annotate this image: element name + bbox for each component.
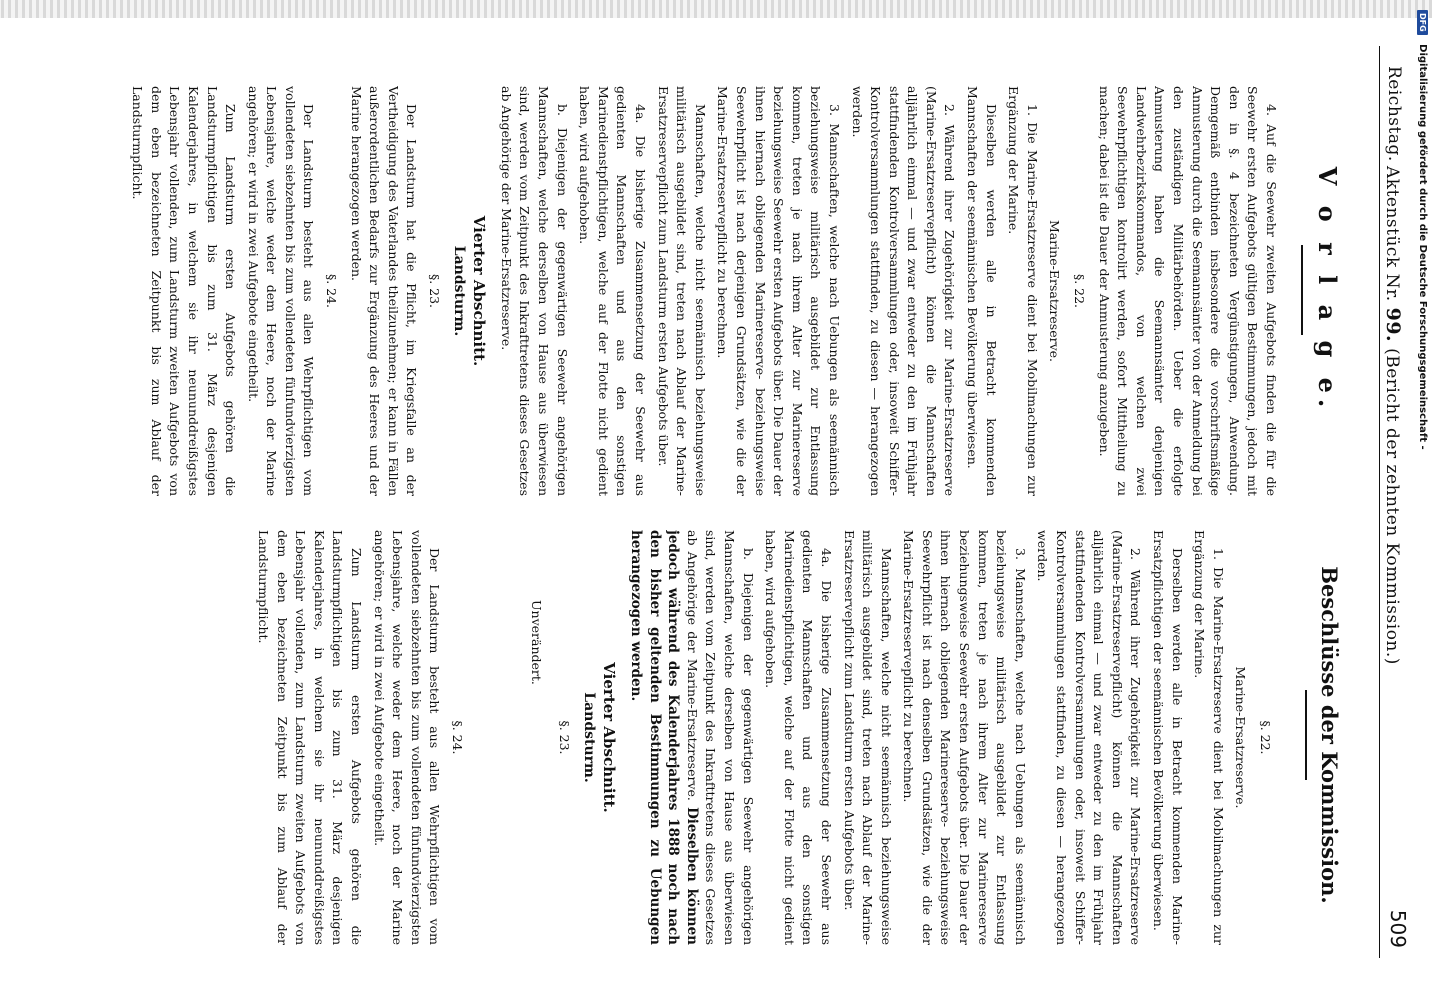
- right-s22-p4b: [626, 530, 756, 945]
- right-column: [30, 530, 1280, 945]
- left-s22-p3: 3. Mannschaften, welche nach Uebungen als seemännisch beziehungsweise militärisch ausgebildet zur Entlassung kommen, treten je nach ihrem Alter zur Marinereserve beziehungsweise Seewehr ersten Aufgebots über. Die Dauer der ihnen hiernach obliegenden Marinereserve- beziehungsweise Seewehrpflicht ist nach derjenigen Grundsätzen, wie die der Marine-Ersatzreservepflicht zu berechnen.: [715, 86, 842, 496]
- page-number: 509: [1386, 909, 1410, 948]
- right-s22-p3: 3. Mannschaften, welche nach Uebungen als seemännisch beziehungsweise militärisch ausgebildet zur Entlassung kommen, treten je nach ihrem Alter zur Marinereserve beziehungsweise Seewehr ersten Aufgebots über. Die Dauer der ihnen hiernach obliegenden Marinereserve- beziehungsweise Seewehrpflicht ist nach denselben Grundsätzen, wie die der Marine-Ersatzreservepflicht zu berechnen.: [901, 530, 1028, 945]
- left-s22: §. 22.: [1072, 273, 1088, 309]
- running-head-prefix: Aktenstück Nr.: [1382, 166, 1402, 302]
- right-s22-p1b: Derselben werden alle in Betracht kommenden Marine-Ersatzpflichtigen der seemännischen Bevölkerung überwiesen.: [1151, 530, 1185, 945]
- right-s22-p3b: Mannschaften, welche nicht seemännisch beziehungsweise militärisch ausgebildet sind, treten nach Ablauf der Marine-Ersatzreservepflicht zum Landsturm ersten Aufgebots über.: [841, 530, 894, 945]
- running-head-rule: [1379, 46, 1380, 958]
- right-s22-p4b-plain: b. Diejenigen der gegenwärtigen Seewehr angehörigen Mannschaften, welche derselben von Hause aus überwiesen sind, werden vom Zeitpunkt des Inkrafttretens dieses Gesetzes ab Angehörige der Marine-Ersatzreserve.: [684, 530, 756, 945]
- vorlage-title: V o r l a g e.: [1313, 166, 1342, 414]
- left-s22-title: Marine-Ersatzreserve.: [1047, 219, 1063, 363]
- heading-rule: [1301, 245, 1303, 335]
- left-column: [30, 86, 1280, 496]
- running-head-center: [1382, 166, 1404, 665]
- right-column-heading: [1305, 520, 1342, 950]
- left-s22-p1: 1. Die Marine-Ersatzreserve dient bei Mobilmachungen zur Ergänzung der Marine.: [1006, 86, 1040, 496]
- scan-edge: [0, 0, 1432, 18]
- right-s22: §. 22.: [1258, 720, 1273, 755]
- left-s22-p4b: b. Diejenigen der gegenwärtigen Seewehr angehörigen Mannschaften, welche derselben von Hause aus überwiesen sind, werden vom Zeitpunkt des Inkrafttretens dieses Gesetzes ab Angehörige der Marine-Ersatzreserve.: [498, 86, 570, 496]
- left-s23: §. 23.: [427, 273, 443, 309]
- running-head-left: Reichstag.: [1384, 66, 1404, 162]
- dfg-logo: DFG: [1417, 10, 1428, 35]
- running-head-suffix: (Bericht der zehnten Kommission.): [1382, 348, 1402, 665]
- right-section-sub: Landsturm.: [580, 692, 597, 783]
- right-s24-p1: Der Landsturm besteht aus allen Wehrpflichtigen vom vollendeten siebzehnten bis zum vollendeten fünfundvierzigsten Lebensjahre, welche weder dem Heere, noch der Marine angehören; er wird in zwei Aufgebote eingetheilt.: [371, 530, 443, 945]
- right-s24: §. 24.: [450, 720, 466, 755]
- kommission-title: Beschlüsse der Kommission.: [1317, 566, 1342, 904]
- digitisation-note-strip: [1402, 0, 1432, 1000]
- digitisation-note-text: Digitalisierung gefördert durch die Deutsche Forschungsgemeinschaft -: [1417, 44, 1428, 450]
- digitisation-note: [1410, 10, 1428, 1000]
- left-s24-p1: Der Landsturm besteht aus allen Wehrpflichtigen vom vollendeten siebzehnten bis zum vollendeten fünfundvierzigsten Lebensjahre, welche weder dem Heere, noch der Marine angehören; er wird in zwei Aufgebote eingetheilt.: [245, 86, 317, 496]
- left-s22-p3b: Mannschaften, welche nicht seemännisch beziehungsweise militärisch ausgebildet sind, treten nach Ablauf der Marine-Ersatzreservepflicht zum Landsturm ersten Aufgebots über.: [655, 86, 708, 496]
- left-section-title: Vierter Abschnitt.: [470, 215, 489, 367]
- right-s24-p2: Zum Landsturm ersten Aufgebots gehören die Landsturmpflichtigen bis zum 31. März desjenigen Kalenderjahres, in welchem sie ihr neununddreißigstes Lebensjahr vollenden, zum Landsturm zweiten Aufgebots von dem eben bezeichneten Zeitpunkt bis zum Ablauf der Landsturmpflicht.: [256, 530, 365, 945]
- left-section-sub: Landsturm.: [450, 245, 467, 337]
- right-s22-p4a: 4a. Die bisherige Zusammensetzung der Seewehr aus gedienten Mannschaften und aus den sonstigen Marinedienstpflichtigen, welche auf der Flotte nicht gedient haben, wird aufgehoben.: [763, 530, 834, 945]
- right-s22-p1: 1. Die Marine-Ersatzreserve dient bei Mobilmachungen zur Ergänzung der Marine.: [1192, 530, 1226, 945]
- right-section-title: Vierter Abschnitt.: [600, 662, 619, 813]
- left-column-heading: [1301, 80, 1342, 500]
- right-s23: §. 23.: [557, 720, 573, 755]
- right-s23-unchanged: Unverändert.: [528, 600, 544, 685]
- left-s24-p2: Zum Landsturm ersten Aufgebots gehören die Landsturmpflichtigen bis zum 31. März desjenigen Kalenderjahres, in welchem sie ihr neununddreißigstes Lebensjahr vollenden, zum Landsturm zweiten Aufgebots von dem eben bezeichneten Zeitpunkt bis zum Ablauf der Landsturmpflicht.: [130, 86, 239, 496]
- right-s22-p2: 2. Während ihrer Zugehörigkeit zur Marine-Ersatzreserve (Marine-Ersatzreservepflicht) können die Mannschaften alljährlich einmal — und zwar entweder zu den im Frühjahr stattfindenden Kontrolversammlungen oder, insoweit Schiffer-Kontrolversammlungen stattfinden, zu diesen — herangezogen werden.: [1035, 530, 1144, 945]
- left-s22-p1b: Dieselben werden alle in Betracht kommenden Mannschaften der seemännischen Bevölkerung überwiesen.: [965, 86, 999, 496]
- left-s24: §. 24.: [324, 273, 340, 309]
- left-para-4: 4. Auf die Seewehr zweiten Aufgebots finden die für die Seewehr ersten Aufgebots gültigen Bestimmungen, jedoch mit den in §. 4 bezeichneten Vergünstigungen, Anwendung. Demgemäß entbinden insbesondere die vorschriftsmäßige Anmusterung durch die Seemannsämter von der Anmeldung bei den zuständigen Militärbehörden. Ueber die erfolgte Anmusterung haben die Seemannsämter denjenigen Landwehrbezirkskommandos, von welchen zwei Seewehrpflichtigen kontrolirt werden, sofort Mittheilung zu machen; dabei ist die Dauer der Anmusterung anzugeben.: [1096, 86, 1279, 496]
- running-head-number: 99.: [1382, 307, 1404, 343]
- right-s22-p4b-bold: Dieselben können jedoch während des Kalenderjahres 1888 noch nach den bisher geltenden Bestimmungen zu Uebungen herangezogen werden.: [628, 530, 700, 945]
- left-s22-p4a: 4a. Die bisherige Zusammensetzung der Seewehr aus gedienten Mannschaften und aus den sonstigen Marinedienstpflichtigen, welche auf der Flotte nicht gedient haben, wird aufgehoben.: [577, 86, 648, 496]
- right-s22-title: Marine-Ersatzreserve.: [1233, 666, 1249, 809]
- left-s23-p: Der Landsturm hat die Pflicht, im Kriegsfalle an der Vertheidigung des Vaterlandes theilzunehmen; er kann in Fällen außerordentlichen Bedarfs zur Ergänzung des Heeres und der Marine herangezogen werden.: [348, 86, 420, 496]
- heading-rule-right: [1305, 690, 1307, 780]
- left-s22-p2: 2. Während ihrer Zugehörigkeit zur Marine-Ersatzreserve (Marine-Ersatzreservepflicht) können die Mannschaften alljährlich einmal — und zwar entweder zu den im Frühjahr stattfindenden Kontrolversammlungen oder, insoweit Schiffer-Kontrolversammlungen stattfinden, zu diesen — herangezogen werden.: [849, 86, 958, 496]
